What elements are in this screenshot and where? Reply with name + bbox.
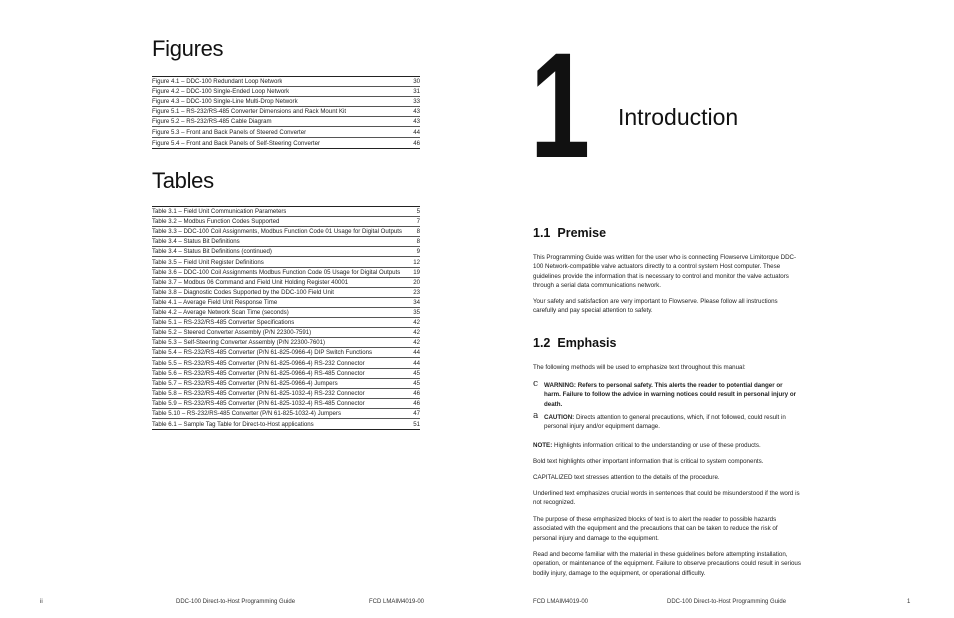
table-entry-page: 19 bbox=[413, 268, 420, 276]
purpose-paragraph: The purpose of these emphasized blocks of text is to alert the reader to possible hazards associated with the equipment and the precautions that can be taken to reduce the risk of personal injury and damage to the equipment. bbox=[533, 516, 778, 542]
table-entry-title: Table 3.6 – DDC-100 Coil Assignments Modbus Function Code 05 Usage for Digital Outputs bbox=[152, 268, 401, 276]
caps-text-paragraph: CAPITALIZED text stresses attention to the details of the procedure. bbox=[533, 474, 720, 481]
figures-heading: Figures bbox=[152, 36, 224, 61]
table-entry-page: 51 bbox=[413, 421, 420, 429]
table-entry-page: 46 bbox=[413, 389, 420, 397]
table-entry-title: Table 3.4 – Status Bit Definitions bbox=[152, 238, 240, 246]
note-text: Highlights information critical to the understanding or use of these products. bbox=[553, 442, 761, 449]
figure-entry-page: 43 bbox=[413, 118, 420, 126]
table-entry bbox=[152, 207, 420, 217]
tables-heading: Tables bbox=[152, 168, 214, 193]
table-entry-page: 45 bbox=[413, 369, 420, 377]
figure-entry bbox=[152, 107, 420, 117]
table-entry-page: 47 bbox=[413, 409, 420, 417]
table-entry-page: 44 bbox=[413, 359, 420, 367]
figure-entry bbox=[152, 127, 420, 137]
table-entry bbox=[152, 288, 420, 298]
table-entry-title: Table 5.9 – RS-232/RS-485 Converter (P/N 61-825-1032-4) RS-485 Connector bbox=[152, 399, 365, 407]
table-entry bbox=[152, 247, 420, 257]
table-entry-title: Table 5.7 – RS-232/RS-485 Converter (P/N 61-825-0966-4) Jumpers bbox=[152, 379, 338, 387]
table-entry bbox=[152, 328, 420, 338]
table-entry-title: Table 5.6 – RS-232/RS-485 Converter (P/N 61-825-0966-4) RS-485 Connector bbox=[152, 369, 365, 377]
figure-entry-title: Figure 4.2 – DDC-100 Single-Ended Loop Network bbox=[152, 88, 290, 96]
left-footer-page-number: ii bbox=[40, 599, 43, 605]
figure-entry-page: 30 bbox=[413, 78, 420, 86]
figure-entry bbox=[152, 138, 420, 148]
table-entry bbox=[152, 409, 420, 419]
table-entry-title: Table 5.4 – RS-232/RS-485 Converter (P/N 61-825-0966-4) DIP Switch Functions bbox=[152, 349, 373, 357]
caution-notice bbox=[533, 413, 801, 433]
caution-body bbox=[544, 413, 801, 432]
figures-list bbox=[152, 76, 420, 149]
table-entry bbox=[152, 217, 420, 227]
figure-entry-page: 43 bbox=[413, 108, 420, 116]
figure-entry-page: 46 bbox=[413, 139, 420, 147]
figure-entry bbox=[152, 117, 420, 127]
table-entry-title: Table 3.8 – Diagnostic Codes Supported by the DDC-100 Field Unit bbox=[152, 288, 334, 296]
table-entry-title: Table 5.1 – RS-232/RS-485 Converter Specifications bbox=[152, 319, 295, 327]
figure-entry-page: 33 bbox=[413, 98, 420, 106]
table-entry-title: Table 3.3 – DDC-100 Coil Assignments, Modbus Function Code 01 Usage for Digital Outputs bbox=[152, 228, 402, 236]
table-entry bbox=[152, 227, 420, 237]
table-entry bbox=[152, 308, 420, 318]
table-entry bbox=[152, 268, 420, 278]
read-paragraph: Read and become familiar with the material in these guidelines before attempting installation, operation, or maintenance of the equipment. Failure to observe precautions could result in serious bodily injury, damage to the equipment, or operational difficulty. bbox=[533, 551, 801, 577]
table-entry-page: 35 bbox=[413, 309, 420, 317]
table-entry bbox=[152, 338, 420, 348]
tables-list bbox=[152, 206, 420, 430]
caution-text: Directs attention to general precautions, which, if not followed, could result in personal injury and/or equipment damage. bbox=[544, 414, 786, 431]
table-entry bbox=[152, 389, 420, 399]
caution-label: CAUTION: bbox=[544, 414, 575, 421]
section-title: Premise bbox=[557, 226, 607, 240]
underline-text-paragraph: Underlined text emphasizes crucial words in sentences that could be misunderstood if the word is not recognized. bbox=[533, 490, 800, 507]
figure-entry-page: 44 bbox=[413, 128, 420, 136]
chapter-number: 1 bbox=[530, 21, 585, 189]
table-entry-title: Table 5.5 – RS-232/RS-485 Converter (P/N 61-825-0966-4) RS-232 Connector bbox=[152, 359, 365, 367]
table-entry-page: 5 bbox=[416, 208, 420, 216]
table-entry-title: Table 3.2 – Modbus Function Codes Supported bbox=[152, 218, 280, 226]
table-entry-page: 7 bbox=[416, 218, 420, 226]
figure-entry-title: Figure 4.1 – DDC-100 Redundant Loop Network bbox=[152, 78, 283, 86]
table-entry-page: 12 bbox=[413, 258, 420, 266]
warning-text: Refers to personal safety. This alerts the reader to potential danger or harm. Failure to follow the advice in warning notices could result in personal injury or death. bbox=[544, 382, 797, 408]
table-entry bbox=[152, 379, 420, 389]
section-number: 1.2 bbox=[533, 336, 551, 350]
left-footer-doc-code: FCD LMAIM4019-00 bbox=[369, 599, 425, 605]
premise-paragraph-1: This Programming Guide was written for the user who is connecting Flowserve Limitorque DDC-100 Network-compatible valve actuators directly to a control system Host computer. These guidelines provide the information that is necessary to control and monitor the valve actuators through a serial data communications network. bbox=[533, 254, 797, 290]
warning-icon: c bbox=[533, 379, 539, 389]
table-entry-title: Table 3.7 – Modbus 06 Command and Field Unit Holding Register 40001 bbox=[152, 278, 349, 286]
table-entry-title: Table 3.1 – Field Unit Communication Parameters bbox=[152, 208, 287, 216]
table-entry-title: Table 4.2 – Average Network Scan Time (seconds) bbox=[152, 309, 289, 317]
figure-entry-title: Figure 5.3 – Front and Back Panels of Steered Converter bbox=[152, 128, 307, 136]
chapter-title: Introduction bbox=[618, 104, 739, 130]
table-entry-page: 8 bbox=[416, 228, 420, 236]
right-footer-page-number: 1 bbox=[907, 599, 911, 605]
warning-body bbox=[544, 381, 801, 409]
table-entry bbox=[152, 358, 420, 368]
table-entry bbox=[152, 419, 420, 429]
premise-paragraph-2: Your safety and satisfaction are very important to Flowserve. Please follow all instructions carefully and pay special attention to safety. bbox=[533, 298, 778, 315]
figure-entry bbox=[152, 97, 420, 107]
table-entry bbox=[152, 348, 420, 358]
table-entry bbox=[152, 399, 420, 409]
table-entry-title: Table 6.1 – Sample Tag Table for Direct-to-Host applications bbox=[152, 421, 314, 429]
table-entry-title: Table 5.2 – Steered Converter Assembly (P/N 22300-7591) bbox=[152, 329, 312, 337]
warning-notice bbox=[533, 379, 801, 408]
caution-icon: a bbox=[533, 411, 539, 421]
figure-entry-title: Figure 4.3 – DDC-100 Single-Line Multi-Drop Network bbox=[152, 98, 298, 106]
figure-entry-page: 31 bbox=[413, 88, 420, 96]
bold-text-paragraph: Bold text highlights other important information that is critical to system components. bbox=[533, 458, 764, 465]
section-number: 1.1 bbox=[533, 226, 551, 240]
table-entry-page: 46 bbox=[413, 399, 420, 407]
right-footer-doc-title: DDC-100 Direct-to-Host Programming Guide bbox=[667, 599, 787, 605]
table-entry-page: 44 bbox=[413, 349, 420, 357]
table-entry-page: 34 bbox=[413, 298, 420, 306]
table-entry bbox=[152, 298, 420, 308]
table-entry bbox=[152, 278, 420, 288]
table-entry-page: 42 bbox=[413, 319, 420, 327]
table-entry-page: 23 bbox=[413, 288, 420, 296]
table-entry bbox=[152, 237, 420, 247]
figure-entry bbox=[152, 87, 420, 97]
note-label: NOTE: bbox=[533, 442, 553, 449]
table-entry-page: 8 bbox=[416, 238, 420, 246]
table-entry-title: Table 5.3 – Self-Steering Converter Assembly (P/N 22300-7601) bbox=[152, 339, 326, 347]
table-entry-title: Table 3.4 – Status Bit Definitions (continued) bbox=[152, 248, 272, 256]
section-title: Emphasis bbox=[557, 336, 617, 350]
figure-entry-title: Figure 5.4 – Front and Back Panels of Self-Steering Converter bbox=[152, 139, 321, 147]
table-entry-page: 20 bbox=[413, 278, 420, 286]
section-premise-heading bbox=[533, 226, 606, 240]
table-entry bbox=[152, 318, 420, 328]
table-entry-title: Table 5.8 – RS-232/RS-485 Converter (P/N 61-825-1032-4) RS-232 Connector bbox=[152, 389, 365, 397]
warning-label: WARNING: bbox=[544, 382, 576, 389]
figure-entry bbox=[152, 77, 420, 87]
table-entry bbox=[152, 257, 420, 267]
table-entry-title: Table 5.10 – RS-232/RS-485 Converter (P/N 61-825-1032-4) Jumpers bbox=[152, 409, 342, 417]
figure-entry-title: Figure 5.2 – RS-232/RS-485 Cable Diagram bbox=[152, 118, 272, 126]
table-entry-title: Table 4.1 – Average Field Unit Response Time bbox=[152, 298, 278, 306]
right-footer-doc-code: FCD LMAIM4019-00 bbox=[533, 599, 589, 605]
table-entry-page: 9 bbox=[416, 248, 420, 256]
table-entry-title: Table 3.5 – Field Unit Register Definitions bbox=[152, 258, 264, 266]
section-emphasis-heading bbox=[533, 336, 616, 350]
left-footer-doc-title: DDC-100 Direct-to-Host Programming Guide bbox=[176, 599, 296, 605]
figure-entry-title: Figure 5.1 – RS-232/RS-485 Converter Dimensions and Rack Mount Kit bbox=[152, 108, 347, 116]
table-entry-page: 42 bbox=[413, 339, 420, 347]
table-entry bbox=[152, 369, 420, 379]
table-entry-page: 42 bbox=[413, 329, 420, 337]
note-paragraph bbox=[533, 441, 801, 450]
emphasis-intro: The following methods will be used to emphasize text throughout this manual: bbox=[533, 364, 746, 371]
table-entry-page: 45 bbox=[413, 379, 420, 387]
